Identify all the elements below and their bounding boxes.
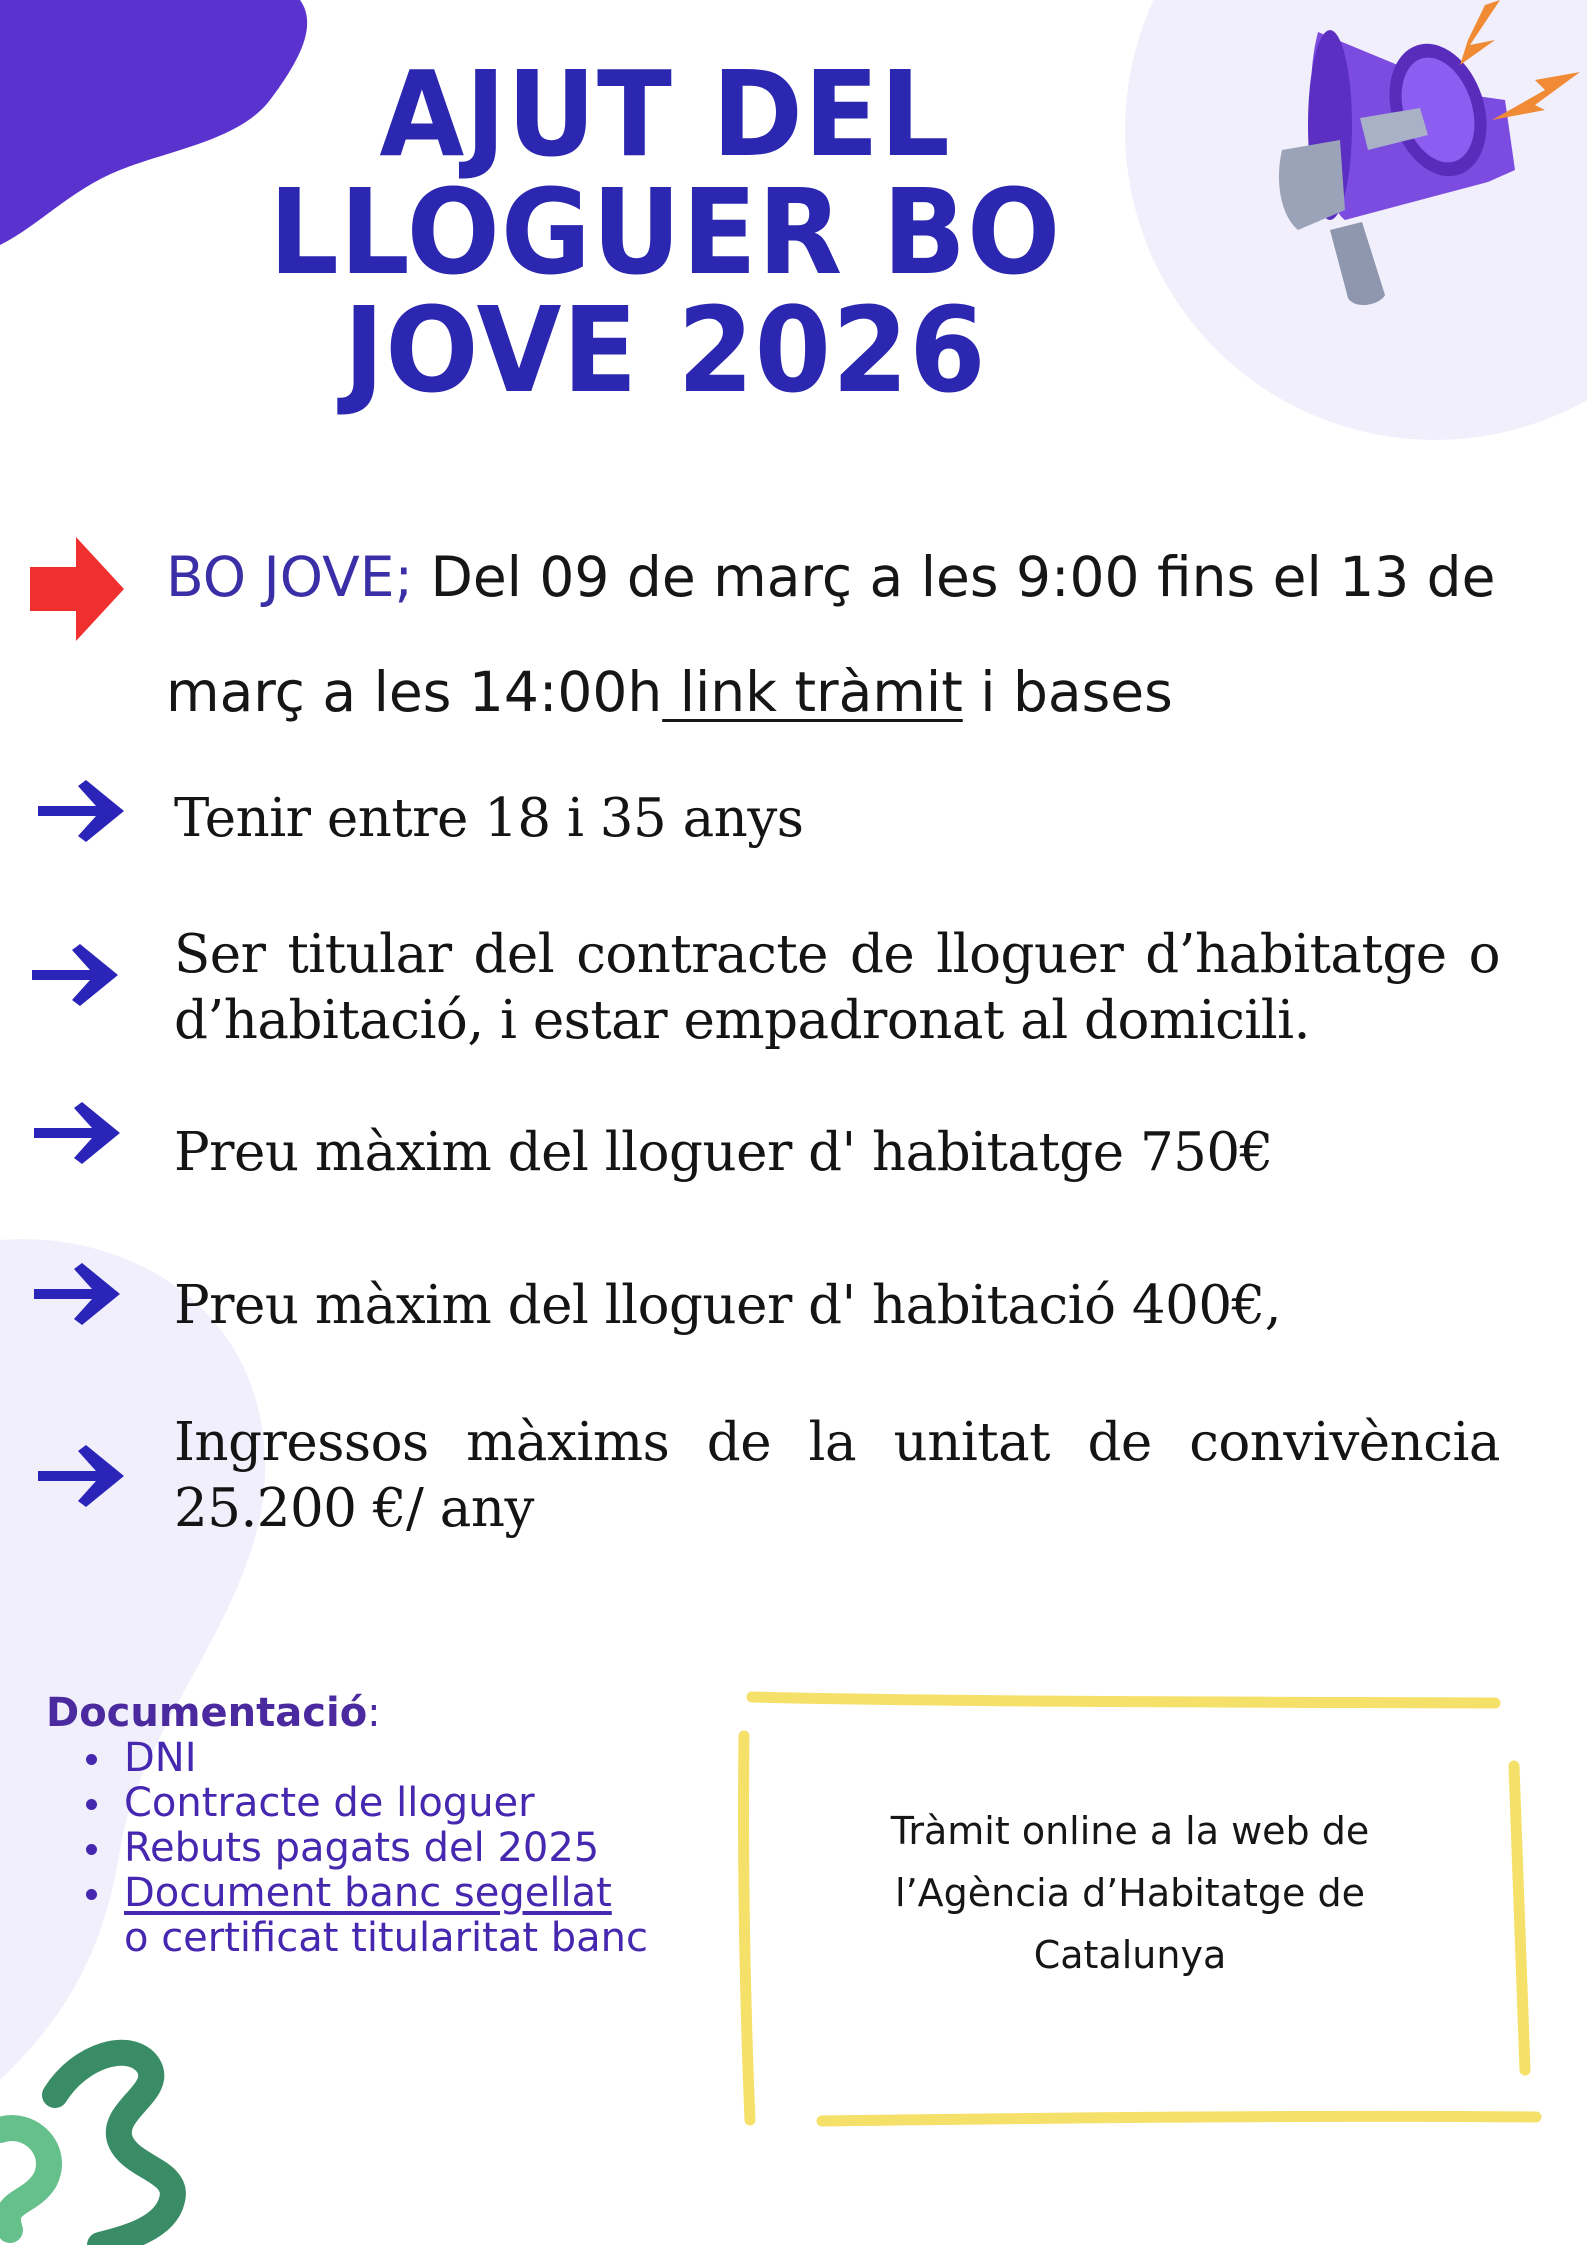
list-item [124,1826,746,1871]
lead-paragraph [166,520,1526,750]
list-item [124,1736,746,1781]
bullet-icon [86,1844,97,1855]
documentation-section [46,1690,746,1961]
list-item-link[interactable] [124,1871,746,1916]
list-item-text: Rebuts pagats del 2025 [124,1825,600,1871]
list-item-text: Contracte de lloguer [124,1780,535,1826]
online-line-1: Tràmit online a la web de [890,1809,1370,1853]
list-item-text: DNI [124,1735,197,1781]
blue-arrow-icon [32,1102,122,1164]
bullet-icon [86,1799,97,1810]
lead-label: BO JOVE; [166,545,413,609]
page-title [233,45,1098,419]
list-item-text: o certificat titularitat banc [124,1915,648,1961]
requirement-habitacio-price: Preu màxim del lloguer d' habitació 400€, [174,1275,1282,1336]
documentation-heading-text: Documentació [46,1690,368,1736]
requirement-habitatge-price: Preu màxim del lloguer d' habitatge 750€ [174,1122,1273,1183]
list-item [124,1781,746,1826]
requirement-age: Tenir entre 18 i 35 anys [174,788,804,849]
online-line-3: Catalunya [1033,1933,1227,1977]
lead-text: Del 09 de març a les 9:00 fins el 13 de març a les 14:00h [166,545,1496,724]
squiggle-decoration [0,2053,173,2245]
blue-arrow-icon [32,1263,122,1325]
document-banc-link[interactable]: Document banc segellat [124,1870,612,1916]
bullet-icon [86,1889,97,1900]
online-procedure-note [800,1800,1460,1986]
title-line-3: JOVE 2026 [343,281,987,419]
documentation-heading [46,1690,746,1736]
blue-arrow-icon [36,1445,126,1507]
title-line-1: AJUT DEL [379,45,951,183]
blue-arrow-icon [36,780,126,842]
list-item-continuation [124,1916,684,1961]
title-line-2: LLOGUER BO [268,163,1062,301]
online-line-2: l’Agència d’Habitatge de [895,1871,1365,1915]
blue-arrow-icon [30,944,120,1006]
requirement-titular: Ser titular del contracte de lloguer d’habitatge o d’habitació, i estar empadronat al domicili. [174,924,1500,1051]
requirement-income: Ingressos màxims de la unitat de convivència 25.200 €/ any [174,1412,1500,1539]
documentation-heading-colon: : [367,1690,381,1736]
bullet-icon [86,1754,97,1765]
tramit-link[interactable]: link tràmit [662,660,963,724]
red-arrow-icon [28,535,126,643]
documentation-list [46,1736,746,1961]
lead-tail: i bases [962,660,1173,724]
